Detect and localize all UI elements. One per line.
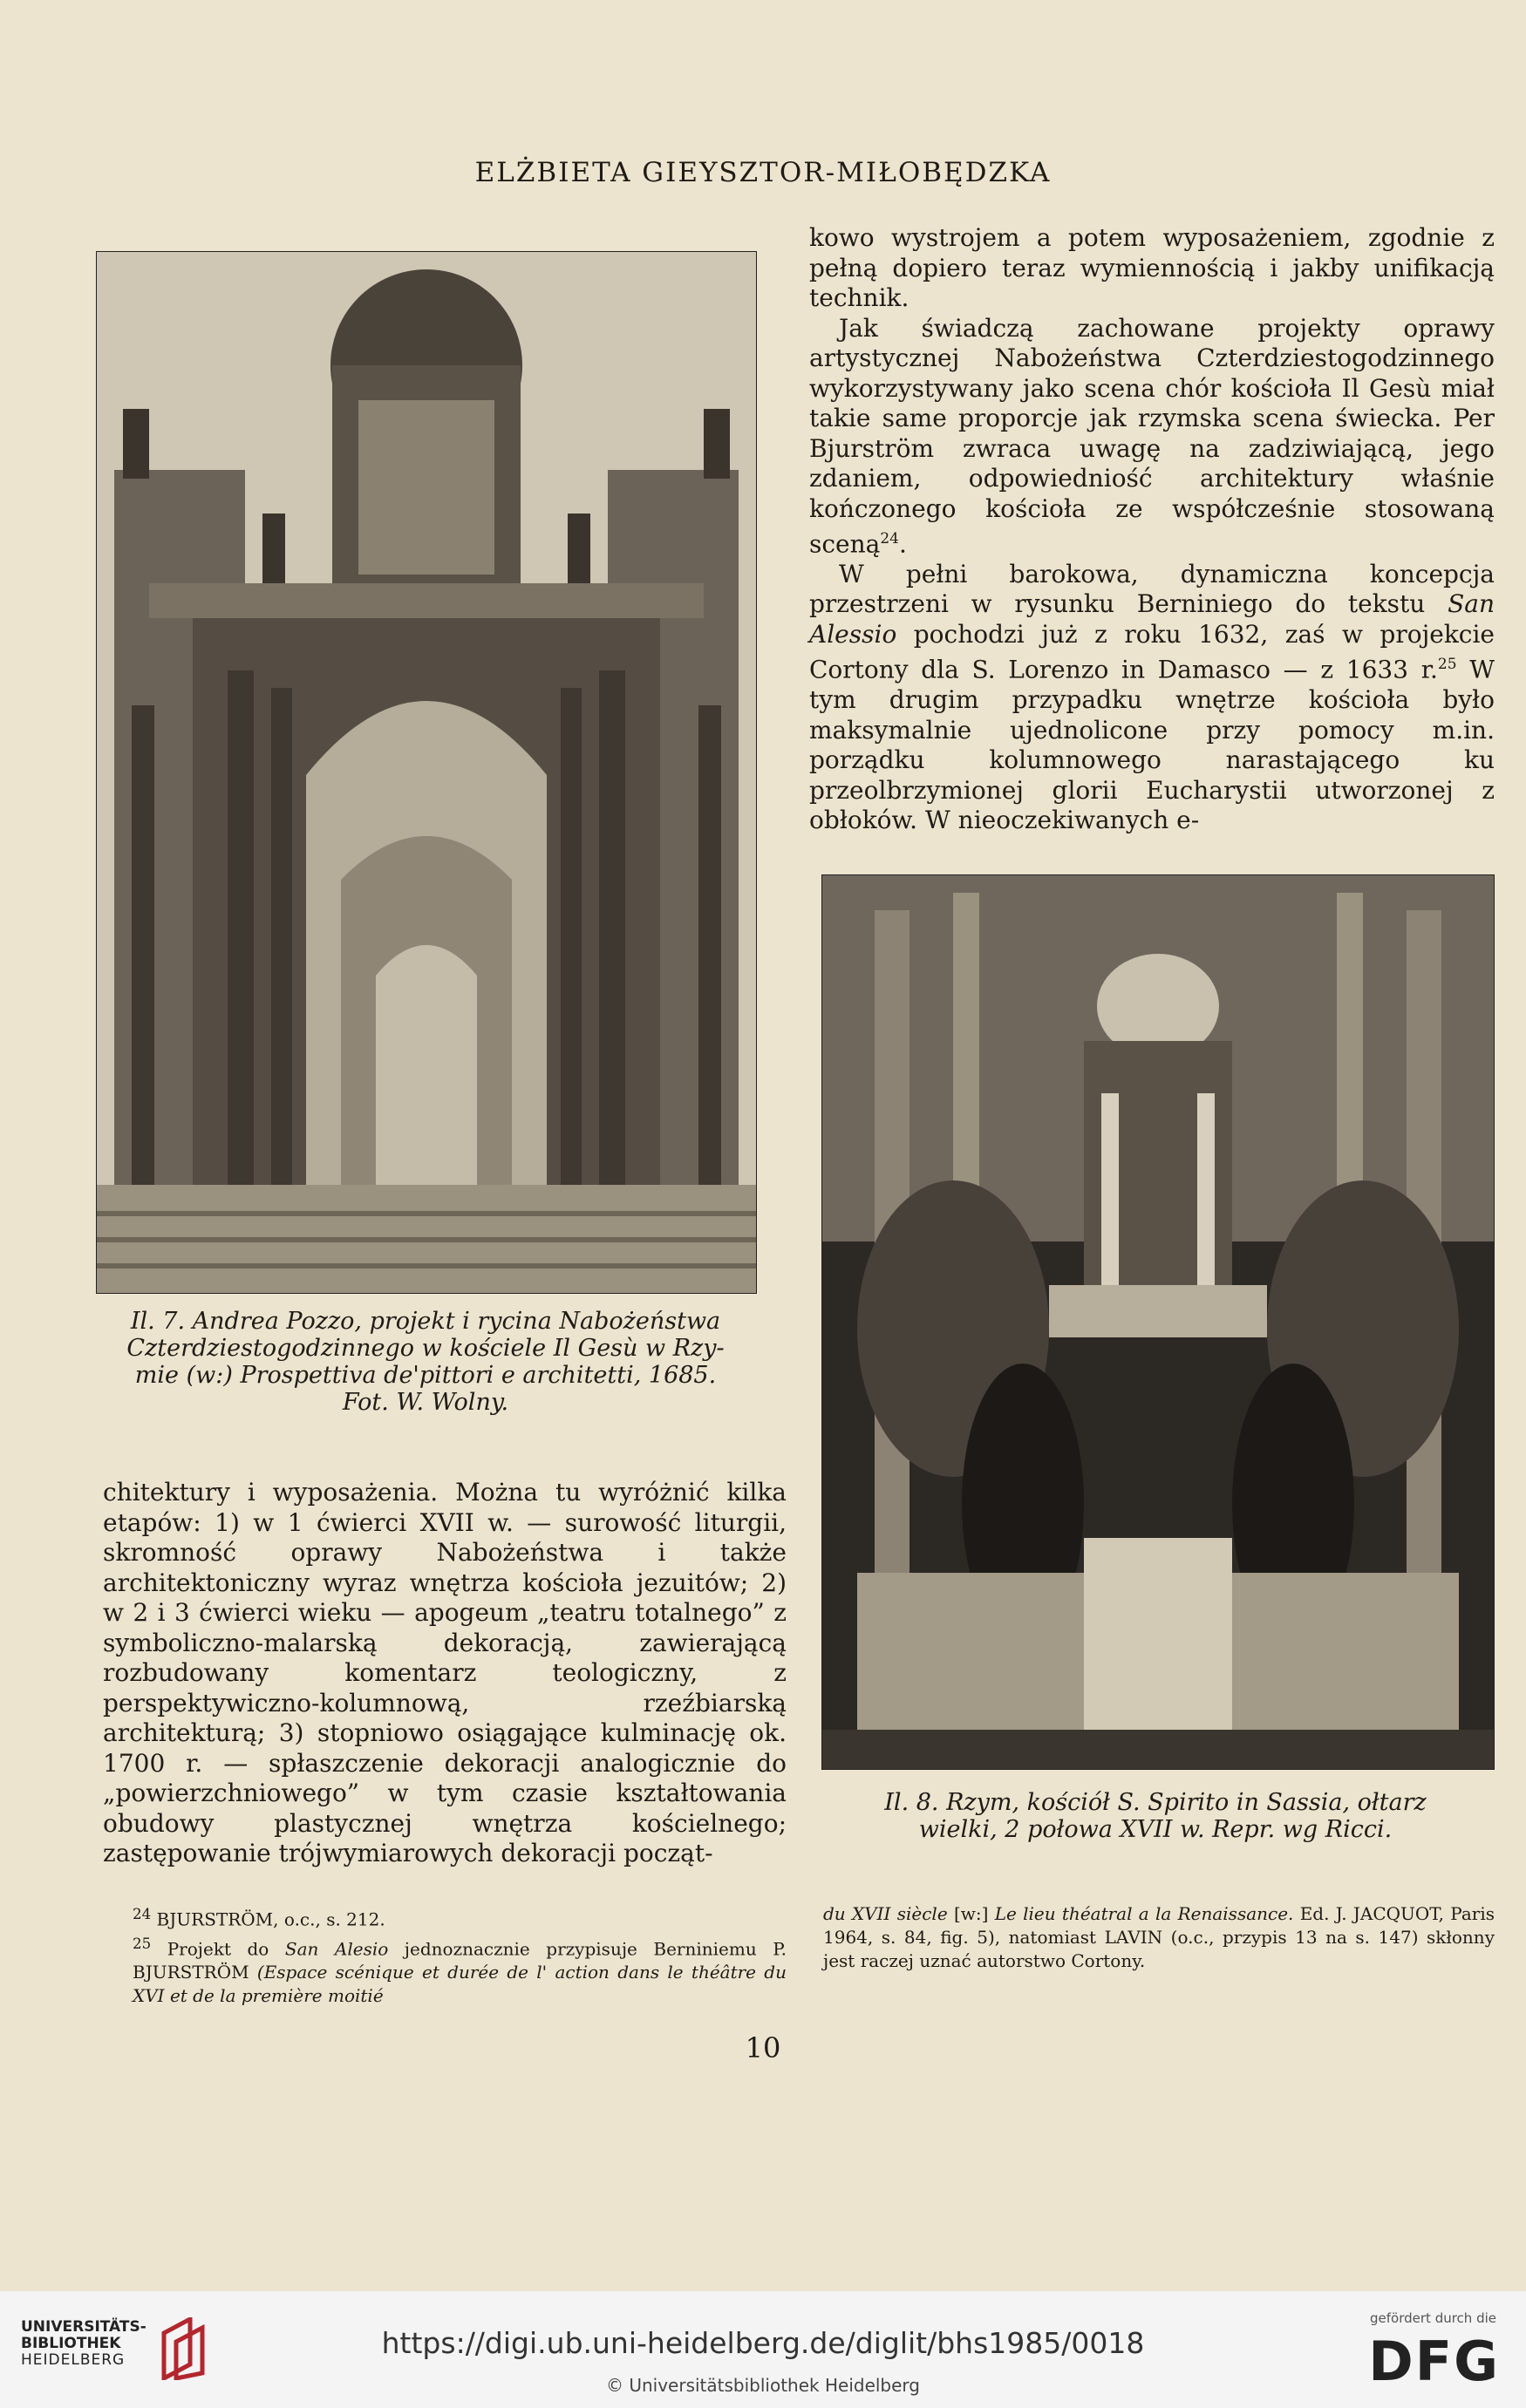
footnote-24 bbox=[133, 1902, 787, 1932]
caption-line: wielki, 2 połowa XVII w. Repr. wg Ricci. bbox=[918, 1816, 1393, 1843]
engraving-drawing bbox=[97, 252, 756, 1293]
paragraph-text: Jak świadczą zachowane projekty oprawy artystycznej Nabożeństwa Czterdziestogodzinnego wykorzystywany jako scena chór kościoła Il Gesù miał takie same proporcje jak rzymska scena świecka. Per Bjurström zwraca uwagę na zadziwiającą, jego zdaniem, odpowiedniość architektury właśnie kończonego kościoła ze współcześnie stosowaną sceną bbox=[809, 313, 1495, 559]
paragraph-end: . bbox=[899, 529, 907, 559]
paragraph: chitektury i wyposażenia. Można tu wyróżnić kilka etapów: 1) w 1 ćwierci XVII w. — surowość liturgii, skromność oprawy Nabożeństwa i także architektoniczny wyraz wnętrza kościoła jezuitów; 2) w 2 i 3 ćwierci wieku — apogeum „teatru totalnego” z symboliczno-malarską dekoracją, zawierającą rozbudowany komentarz teologiczny, z perspektywiczno-kolumnową, rzeźbiarską architekturą; 3) stopniowo osiągające kulminację ok. 1700 r. — spłaszczenie dekoracji analogicznie do „powierzchniowego” w tym czasie kształtowania obudowy plastycznej wnętrza kościelnego; zastępowanie trójwymiarowych dekoracji począt- bbox=[103, 1478, 787, 1867]
paragraph-text: W pełni barokowa, dynamiczna koncepcja przestrzeni w rysunku Berniniego do tekstu bbox=[809, 559, 1495, 619]
footnote-25-cont bbox=[823, 1902, 1495, 1973]
footnote-title: Le lieu théatral a la Renaissance. bbox=[994, 1903, 1294, 1924]
footnote-text: BJURSTRÖM, o.c., s. 212. bbox=[151, 1908, 385, 1930]
paragraph-text: W tym drugim przypadku wnętrze kościoła było maksymalnie ujednolicone przy pomocy m.in. porządku kolumnowego narastającego ku przeolbrzymionej glorii Eucharystii utworzonej z obłoków. W nieoczekiwanych e- bbox=[809, 655, 1495, 835]
dfg-logo: DFG bbox=[1368, 2330, 1500, 2393]
footnote-25 bbox=[133, 1932, 787, 2009]
footnote-25-continued bbox=[823, 1902, 1495, 1973]
figure-il7-caption bbox=[87, 1308, 764, 1416]
footnote-text: Projekt do bbox=[151, 1938, 285, 1960]
library-footer bbox=[0, 2291, 1526, 2408]
work-title: San Alessio bbox=[809, 589, 1495, 649]
library-name-line: BIBLIOTHEK bbox=[21, 2335, 121, 2352]
figure-il8-caption bbox=[811, 1789, 1500, 1843]
altar-photo-drawing bbox=[822, 875, 1494, 1769]
right-column-top-text bbox=[809, 223, 1495, 836]
left-column-bottom-text bbox=[103, 1478, 787, 1869]
running-head: ELŻBIETA GIEYSZTOR-MIŁOBĘDZKA bbox=[474, 157, 1052, 188]
page-number: 10 bbox=[745, 2031, 781, 2064]
library-name-line: UNIVERSITÄTS- bbox=[21, 2318, 146, 2336]
funding-note: gefördert durch die bbox=[1370, 2310, 1496, 2326]
footnote-text: [w:] bbox=[947, 1903, 995, 1924]
footnote-title: (Espace scénique et durée de l' action dans le théâtre du XVI et de la première moitié bbox=[133, 1962, 787, 2007]
footnote-24-25-left bbox=[133, 1902, 787, 2008]
library-name-line: HEIDELBERG bbox=[21, 2351, 126, 2369]
paragraph bbox=[809, 560, 1495, 836]
footnote-text: Ed. J. JACQUOT, Paris 1964, s. 84, fig. 5), natomiast LAVIN (o.c., przypis 13 na s. 147) skłonny jest raczej uznać autorstwo Cortony. bbox=[823, 1903, 1495, 1971]
caption-line: Czterdziestogodzinnego w kościele Il Gesù w Rzy- bbox=[126, 1335, 725, 1362]
footnote-ref: 25 bbox=[1437, 656, 1457, 674]
copyright-notice: © Universitätsbibliothek Heidelberg bbox=[605, 2375, 920, 2396]
paragraph-text: pochodzi już z roku 1632, zaś w projekcie Cortony dla S. Lorenzo in Damasco — z 1633 r. bbox=[809, 619, 1495, 684]
paragraph bbox=[809, 314, 1495, 560]
caption-line: Il. 8. Rzym, kościół S. Spirito in Sassia, ołtarz bbox=[884, 1789, 1427, 1816]
document-url-link[interactable]: https://digi.ub.uni-heidelberg.de/diglit/bhs1985/0018 bbox=[381, 2326, 1145, 2360]
caption-line: Il. 7. Andrea Pozzo, projekt i rycina Nabożeństwa bbox=[130, 1308, 721, 1335]
footnote-title: du XVII siècle bbox=[823, 1903, 948, 1924]
paragraph: kowo wystrojem a potem wyposażeniem, zgodnie z pełną dopiero teraz wymiennością i jakby unifikacją technik. bbox=[809, 223, 1495, 312]
footnote-title: San Alesio bbox=[284, 1938, 389, 1960]
footnote-number: 25 bbox=[133, 1935, 152, 1952]
caption-line: mie (w:) Prospettiva de'pittori e architetti, 1685. bbox=[134, 1362, 717, 1389]
footnote-text: jednoznacznie przypisuje Berniniemu P. BJURSTRÖM bbox=[133, 1938, 787, 1983]
figure-il7-engraving bbox=[96, 251, 757, 1294]
caption-line: Fot. W. Wolny. bbox=[342, 1389, 509, 1416]
figure-il8-photo bbox=[821, 874, 1495, 1770]
footnote-ref: 24 bbox=[880, 530, 899, 548]
footnote-number: 24 bbox=[133, 1906, 152, 1922]
